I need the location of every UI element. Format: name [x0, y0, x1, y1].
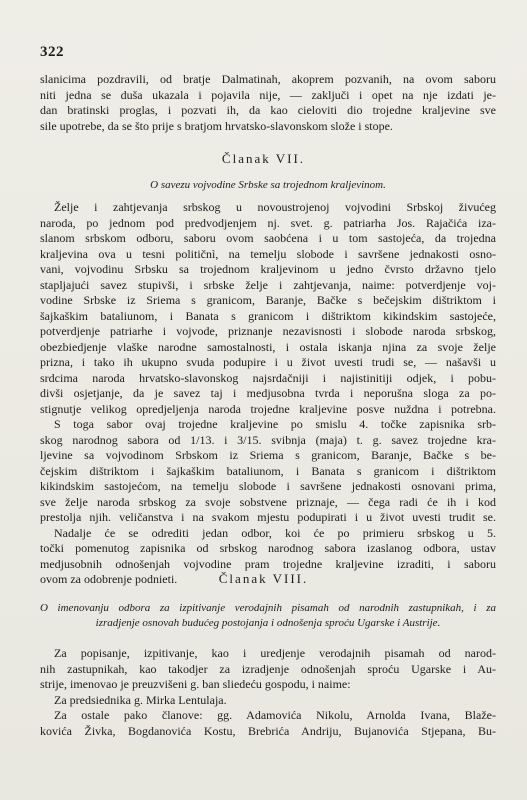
article-7-body — [40, 200, 496, 588]
intro-paragraph — [40, 72, 496, 134]
text-line: medjusobnih odnošenjah vojvodine pram trojedne kraljevine izraditi, i saboru — [40, 556, 496, 571]
text-line: kikindskim sastojećom, na temelju slobode i savršene jednakosti osnovani prima, — [40, 479, 496, 493]
article-7-heading: Članak VII. — [221, 151, 306, 166]
text-line: šajkaškim bataliunom, i Banata s granicom i dištriktom kikindskim sastojeće, — [40, 308, 496, 323]
text-line: prestolja njih. veličanstva i na svakom mjestu podupirati i u život uvesti trudit se. — [40, 510, 496, 524]
text-line: Nadalje će se odrediti jedan odbor, koi će po primieru srbskog u 5. — [54, 525, 496, 540]
text-line: nih zastupnikah, kao takodjer za izradjenje odnošenjah sproću Ugarske i Au- — [40, 661, 496, 676]
subtitle-line: O imenovanju odbora za izpitivanje verodajnih pisamah od narodnih zastupnikah, i za — [40, 602, 496, 614]
text-line: strije, imenovao je preuzvišeni g. ban sliedeću gospodu, i naime: — [40, 677, 351, 691]
article-7-subtitle: O savezu vojvodine Srbske sa trojednom kraljevinom. — [150, 179, 386, 191]
text-line: srdcima naroda hrvatsko-slavonskog najsrdačniji i najistinitiji odjek, i pobu- — [40, 370, 496, 385]
text-line: skog narodnog sabora od 1/13. i 3/15. svibnja (maja) t. g. savez trojedne kra- — [40, 432, 496, 447]
text-line: vani, vojvodinu Srbsku sa trojednom kraljevinom u jedno čvrsto državno tjelo — [40, 262, 496, 276]
text-line: kraljevina ova u tesni političnì, na temelju slobode i savršene jednakosti osno- — [40, 246, 496, 261]
subtitle-line: izradjenje osnovah budućeg postojanja i odnošenja sproću Ugarske i Austrije. — [95, 617, 441, 629]
text-line: naroda, po jednom pod predvodjenjem nj. svet. g. patriarha Jos. Rajačića iza- — [40, 215, 496, 230]
text-line: prizna, i tako ih ukupno svuda podupire i u život uvesti trudi se, — našavši u — [40, 355, 496, 369]
text-line: Za ostale pako članove: gg. Adamovića Nikolu, Arnolda Ivana, Blaže- — [54, 708, 496, 722]
text-line: Za popisanje, izpitivanje, kao i uredjenje verodajnih pisamah od narod- — [54, 646, 496, 660]
text-line: čejskim dištriktom i šajkaškim bataliunom, i Banata s granicom i dištriktom — [40, 463, 496, 478]
text-line: stignutje velikog opredjeljenja naroda trojedne kraljevine posve nuždna i potrebna. — [40, 401, 496, 416]
text-line: kovića Živka, Bogdanovića Kostu, Brebrića Andriju, Bujanovića Stjepana, Bu- — [40, 723, 496, 738]
text-line: obezbiedjenje vlaške narodne samostalnosti, i ostala iskanja njina za svoje želje — [40, 339, 496, 354]
text-line: sile upotrebe, da se što prije s bratjom hrvatsko-slavonskom slože i stope. — [40, 118, 393, 133]
article-8-heading: Članak VIII. — [218, 571, 309, 586]
page-number: 322 — [40, 44, 64, 60]
text-line: potverdjenje patriarhe i vojvode, priznanje nezavisnosti i slobode naroda srbskog, — [40, 324, 496, 338]
article-8-subtitle — [40, 601, 496, 631]
article-8-body — [40, 646, 496, 739]
text-line: vodine Srbske iz Sriema s granicom, Baranje, Bačke s bečejskim dištriktom i — [40, 293, 496, 307]
text-line: ovom za odobrenje podnieti. — [40, 572, 178, 586]
text-line: ljevine sa vojvodinom Srbskom iz Sriema s granicom, Baranje, Bačke s be- — [40, 448, 496, 462]
text-line: točki pomenutog zapisnika od srbskog narodnog sabora izaslanog odbora, ustav — [40, 541, 496, 555]
text-line: slanicima pozdravili, od bratje Dalmatinah, akoprem pozvanih, na ovom saboru — [40, 72, 496, 86]
text-line: dan bratinski proglas, i pozvati ih, da kao cieloviti dio trojedne kraljevine sve — [40, 103, 496, 117]
text-line: Želje i zahtjevanja srbskog u novoustrojenoj vojvodini Srbskoj živućeg — [54, 200, 496, 214]
text-line: Za predsiednika g. Mirka Lentulaja. — [54, 692, 227, 707]
text-line: stapljajući savez stupivši, i srbske želje i zahtjevanja, naime: potverdjenje voj- — [40, 277, 496, 292]
text-line: sve želje naroda srbskog za svoje sobstvene priznaje, — čega radi će ih i kod — [40, 494, 496, 509]
text-line: niti jedna se duša ukazala i pojavila nije, — zaključi i opet na nje izdati je- — [40, 87, 496, 102]
text-line: divši osjetjanje, da je savez taj i medjusobna tvrda i neporušna sloga za po- — [40, 386, 496, 400]
text-line: slanom srbskom odboru, saboru ovom saobćena i u tom sastojeća, da trojedna — [40, 231, 496, 245]
text-line: S toga sabor ovaj trojedne kraljevine po smislu 4. točke zapisnika srb- — [54, 417, 496, 431]
